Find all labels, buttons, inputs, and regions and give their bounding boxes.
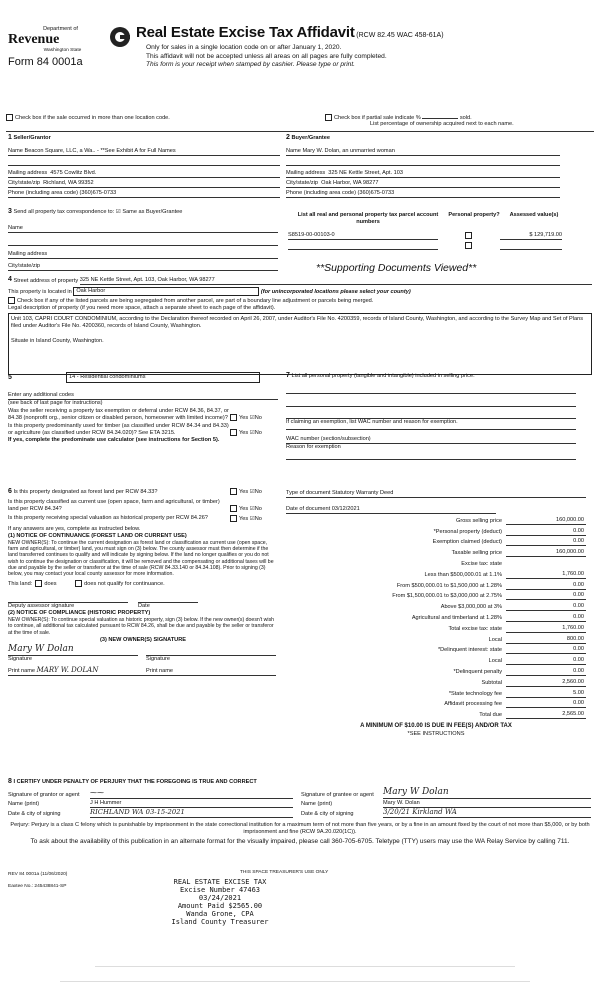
buyer-mailing[interactable]: 325 NE Kettle Street, Apt. 103 xyxy=(328,169,403,176)
checkbox-icon[interactable] xyxy=(75,580,82,587)
buyer-phone[interactable]: (360)675-0733 xyxy=(357,189,395,196)
fee-row xyxy=(286,514,586,525)
eaxtee-number: Eaxtee No.: 245438841-SP xyxy=(8,884,67,889)
grantee-date-city[interactable]: 3/20/21 Kirkland WA xyxy=(383,808,591,818)
use-code-select[interactable]: 14 - Residential condominiums xyxy=(66,372,260,383)
fee-label: Taxable selling price xyxy=(451,550,502,557)
alt-format-note: To ask about the availability of this publication in an alternate format for the visually impaired, please call 360-705-6705. Teletype (TTY) users may use the WA Relay Service by calling 711. xyxy=(30,838,570,846)
checkbox-icon[interactable] xyxy=(230,505,237,512)
fee-value[interactable]: 0.00 xyxy=(506,603,586,611)
parcel-table xyxy=(288,212,593,250)
checkbox-checked-icon[interactable]: ☑ xyxy=(249,429,255,436)
fee-label: Local xyxy=(488,658,502,665)
treasurer-stamp xyxy=(140,878,300,926)
fee-row xyxy=(286,546,586,557)
fee-value[interactable]: 0.00 xyxy=(506,668,586,676)
checkbox-icon[interactable] xyxy=(230,429,237,436)
fee-label: From $500,000.01 to $1,500,000 at 1.28% xyxy=(396,582,502,589)
grantee-name[interactable]: Mary W. Dolan xyxy=(383,800,591,808)
stamp-line: REAL ESTATE EXCISE TAX xyxy=(173,878,267,886)
perjury-note: Perjury: Perjury is a class C felony which is punishable by imprisonment in the state correctional institution for a maximum term of not more than five years, or by a fine in an amount fixed by the court of not more than $5,000, or by both imprisonment and fine (RCW 9A.20.020(1C)). xyxy=(10,821,590,836)
see-instructions: *SEE INSTRUCTIONS xyxy=(407,730,465,737)
fee-row xyxy=(286,708,586,719)
parcel-col-header: List all real and personal property tax parcel account numbers xyxy=(297,212,439,225)
fee-label: Exemption claimed (deduct) xyxy=(432,539,502,546)
fee-row xyxy=(286,665,586,676)
minimum-note: A MINIMUM OF $10.00 IS DUE IN FEE(S) AND/OR TAX xyxy=(360,723,512,730)
fee-row xyxy=(286,676,586,687)
assessed-value[interactable]: $ 129,719.00 xyxy=(500,232,562,240)
rcw-ref: (RCW 82.45 WAC 458-61A) xyxy=(356,32,444,39)
fee-row xyxy=(286,557,586,568)
fee-label: Excise tax: state xyxy=(461,561,502,567)
fee-value[interactable]: 1,760.00 xyxy=(506,625,586,633)
fee-list xyxy=(286,514,586,719)
seller-heading: Seller/Grantor xyxy=(13,135,51,141)
fee-value[interactable]: 0.00 xyxy=(506,528,586,536)
stamp-line: Excise Number 47463 xyxy=(179,886,261,895)
personal-col-header: Personal property? xyxy=(448,212,500,218)
fee-value[interactable]: 0.00 xyxy=(506,592,586,600)
scan-noise xyxy=(60,981,530,982)
fee-label: *State technology fee xyxy=(448,690,502,697)
fee-row xyxy=(286,687,586,698)
wa-logo-icon xyxy=(110,27,130,47)
fee-value[interactable]: 0.00 xyxy=(506,657,586,665)
fee-value[interactable]: 0.00 xyxy=(506,700,586,708)
fee-label: *Personal property (deduct) xyxy=(433,528,502,535)
title-notes xyxy=(146,44,566,70)
seller-city[interactable]: Richland, WA 99352 xyxy=(43,179,94,186)
new-owner-print-name[interactable]: MARY W. DOLAN xyxy=(36,666,99,675)
fee-value[interactable]: 2,565.00 xyxy=(506,711,586,719)
fee-value[interactable]: 0.00 xyxy=(506,646,586,654)
fee-label: From $1,500,000.01 to $3,000,000 at 2.75% xyxy=(392,593,502,600)
grantee-signature[interactable]: Mary W Dolan xyxy=(383,787,591,799)
street-address[interactable]: 325 NE Kettle Street, Apt. 103, Oak Harbor, WA 98277 xyxy=(80,277,592,285)
divider xyxy=(6,131,594,132)
fee-row xyxy=(286,600,586,611)
seller-phone[interactable]: (360)675-0733 xyxy=(79,189,117,196)
stamp-line: 03/24/2021 xyxy=(198,894,242,903)
form-number: Form 84 0001a xyxy=(8,56,83,69)
fee-value[interactable]: 2,560.00 xyxy=(506,679,586,687)
checkbox-icon[interactable] xyxy=(465,242,472,249)
fee-label: Above $3,000,000 at 3% xyxy=(440,604,502,611)
fee-row xyxy=(286,633,586,644)
fee-value[interactable]: 1,760.00 xyxy=(506,571,586,579)
checkbox-icon[interactable] xyxy=(8,297,15,304)
grantor-date-city[interactable]: RICHLAND WA 03-15-2021 xyxy=(90,808,293,817)
fee-row xyxy=(286,568,586,579)
fee-label: Gross selling price xyxy=(455,517,502,524)
checkbox-checked-icon[interactable]: ☑ xyxy=(249,505,255,512)
checkbox-icon[interactable] xyxy=(230,515,237,522)
stamp-line: Amount Paid $2565.00 xyxy=(177,902,263,911)
use-section: 5 14 - Residential condominiums Enter any additional codes (see back of last page for instructions) Was the seller receiving a property tax exemption or deferral under RCW 84.36, 84.37, or 84.38 (nonprofit org., senior citizen or disabled person, homeowner with limited income)? Yes ☑No Is this property predominantly used for timber (as classified under RCW 84.34 and 84.33) or agriculture (as classified under RCW 84.34.020)? See ETA 3215. Yes ☑No If yes, complete the predominate use calculator (see instructions for Section 5). xyxy=(8,372,278,444)
fee-row xyxy=(286,611,586,622)
grantor-name[interactable]: J H Hummer xyxy=(90,800,293,808)
fee-label: Local xyxy=(488,636,502,643)
checkbox-checked-icon[interactable]: ☑ xyxy=(249,488,255,495)
ownership-note: List percentage of ownership acquired next to each name. xyxy=(370,121,514,127)
parcel-number[interactable]: S8519-00-00103-0 xyxy=(288,232,438,240)
seller-name[interactable]: Beacon Square, LLC, a Wa.. - **See Exhibit A for Full Names xyxy=(24,147,176,154)
correspondence-section: 3 Send all property tax correspondence to: ☑ Same as Buyer/Grantee Name Mailing address City/state/zip xyxy=(8,208,278,271)
fee-row xyxy=(286,698,586,709)
revision-label: REV 84 0001a (11/06/2020) xyxy=(8,872,68,877)
fee-row xyxy=(286,654,586,665)
note-line-3: This form is your receipt when stamped by cashier. Please type or print. xyxy=(146,61,356,69)
fee-row xyxy=(286,622,586,633)
certify-section: 8 I CERTIFY UNDER PENALTY OF PERJURY THAT THE FOREGOING IS TRUE AND CORRECT Signature of grantor or agent ⁓⁓ Name (print) J H Hummer Date & city of signing RICHLAND WA 03-15-2021 Signature of grantee or agent Mary W Dolan Name (print) Mary W. Dolan Date & city of signing 3/20/21 Kirkland WA Perjury: Perjury is a class C felony which is punishable by imprisonment in the state correctional institution for a maximum term of not more than five years, or by a fine in an amount fixed by the court of not more than $5,000, or by both imprisonment and fine (RCW 9A.20.020(1C)). To ask about the availability of this publication in an alternate format for the visually impaired, please call 360-705-6705. Teletype (TTY) users may use the WA Relay Service by calling 711. xyxy=(8,778,592,846)
note-line-2: This affidavit will not be accepted unless all areas on all pages are fully completed. xyxy=(146,52,387,60)
fee-label: Less than $500,000.01 at 1.1% xyxy=(424,571,502,578)
legal-description: Unit 103, CAPRI COURT CONDOMINIUM, according to the Declaration thereof recorded on April 26, 2007, under Auditor's File No. 4200359, records of Island County, Washington, and according to the Survey Map and Set of Plans filed under Auditor's File No. 4200360, records of Island County, Washington. xyxy=(11,315,584,329)
seller-mailing[interactable]: 4575 Cowlitz Blvd. xyxy=(50,169,97,176)
title-block xyxy=(136,24,596,43)
fee-label: *Delinquent interest: state xyxy=(437,647,502,654)
checkbox-checked-icon[interactable]: ☑ xyxy=(249,515,255,522)
checkbox-checked-icon[interactable]: ☑ xyxy=(249,414,255,421)
forest-land-section: 6 Is this property designated as forest land per RCW 84.33? Yes ☑No Is this property classified as current use (open space, farm and agricultural, or timber) land per RCW 84.34? Yes ☑No Is this property receiving special valuation as historical property per RCW 84.26? Yes ☑No If any answers are yes, complete as instructed below. (1) NOTICE OF CONTINUANCE (FOREST LAND OR CURRENT USE) NEW OWNER(S): To continue the current designation as forest land or classification as current use (open space, farm and agricultural, or timber) land, you must sign on (3) below. The county assessor must then determine if the land transferred continues to qualify and will indicate by signing below. If the land no longer qualifies or you do not wish to continue the designation or classification, it will be removed and the compensating or additional taxes will be due and payable by the seller or transferor at the time of sale (RCW 84.33.140 or 84.34.108). Prior to signing (3) below, you may contact your local county assessor for more information. This land: does does not qualify for continuance. Deputy assessor signature Date (2) NOTICE OF COMPLIANCE (HISTORIC PROPERTY) NEW OWNER(S): To continue special valuation as historic property, sign (3) below. If the new owner(s) doesn't wish to continue, all additional tax calculated pursuant to RCW 84.26, shall be due and payable by the seller or transferor at the time of sale. (3) NEW OWNER(S) SIGNATURE Mary W Dolan Signature Signature Print name MARY W. DOLAN Print name xyxy=(8,488,275,675)
fee-value[interactable]: 160,000.00 xyxy=(506,517,586,525)
document-type[interactable]: Statutory Warranty Deed xyxy=(332,490,394,497)
fee-label: *Delinquent penalty xyxy=(453,668,502,675)
situate-text: Situate in Island County, Washington. xyxy=(11,337,104,344)
assessed-col-header: Assessed value(s) xyxy=(509,212,559,218)
fee-label: Affidavit processing fee xyxy=(444,701,502,708)
new-owner-signature[interactable]: Mary W Dolan xyxy=(8,644,138,656)
fee-row xyxy=(286,579,586,590)
fee-value[interactable]: 5.00 xyxy=(506,690,586,698)
fees-section: Type of document Statutory Warranty Deed Date of document 03/12/2021 Gross selling price 160,000.00 *Personal property (deduct) 0.00 Exemption claimed (deduct) 0.00 Taxable selling price 160,000.00 Excise tax: state Less than $500,000.01 at 1.1% 1,760.00 From $500,000.01 to $1,500,000 at 1.28% 0.00 From $1,500,000.01 to $3,000,000 at 2.75% 0.00 Above $3,000,000 at 3% 0.00 Agricultural and timberland at 1.28% 0.00 Total excise tax: state 1,760.00 Local 800.00 *Delinquent interest: state 0.00 Local 0.00 *Delinquent penalty 0.00 Subtotal 2,560.00 *State technology fee 5.00 Affidavit processing fee 0.00 Total due 2,565.00 A MINIMUM OF $10.00 IS DUE IN FEE(S) AND/OR TAX *SEE INSTRUCTIONS xyxy=(286,488,586,738)
multi-location-check[interactable]: Check box if the sale occurred in more than one location code. xyxy=(6,114,170,122)
fee-row xyxy=(286,536,586,547)
form-title: Real Estate Excise Tax Affidavit xyxy=(136,24,355,41)
fee-row xyxy=(286,525,586,536)
dor-logo-block xyxy=(8,26,103,70)
fee-row xyxy=(286,590,586,601)
stamp-line: Wanda Grone, CPA xyxy=(186,910,254,919)
legal-description-box[interactable] xyxy=(8,313,592,375)
checkbox-icon[interactable] xyxy=(35,580,42,587)
document-date[interactable]: 03/12/2021 xyxy=(331,506,360,513)
property-section: 4 Street address of property 325 NE Kettle Street, Apt. 103, Oak Harbor, WA 98277 This property is located in Oak Harbor (for unincorporated locations please select your county) Check box if any of the listed parcels are being segregated from another parcel, are part of a boundary line adjustment or parcels being merged. Legal description of property (if you need more space, attach a separate sheet to each page of the affidavit). Unit 103, CAPRI COURT CONDOMINIUM, according to the Declaration thereof recorded on April 26, 2007, under Auditor's File No. 4200359, records of Island County, Washington, and according to the Survey Map and Set of Plans filed under Auditor's File No. 4200360, records of Island County, Washington. Situate in Island County, Washington. xyxy=(8,276,592,375)
buyer-heading: Buyer/Grantee xyxy=(291,135,331,141)
fee-value[interactable]: 800.00 xyxy=(506,636,586,644)
fee-label: Total excise tax: state xyxy=(448,625,502,632)
supporting-docs-stamp: **Supporting Documents Viewed** xyxy=(316,262,477,274)
dept-label: Department of xyxy=(43,26,78,32)
buyer-city[interactable]: Oak Harbor, WA 98277 xyxy=(321,179,379,186)
fee-label: Agricultural and timberland at 1.28% xyxy=(411,614,502,621)
partial-sale-check[interactable]: Check box if partial sale indicate % sold. xyxy=(325,114,472,122)
fee-label: Subtotal xyxy=(481,679,502,686)
checkbox-icon[interactable] xyxy=(325,114,332,121)
state-label: Washington State xyxy=(43,48,82,54)
checkbox-icon[interactable] xyxy=(230,488,237,495)
scan-noise xyxy=(95,966,515,967)
fee-label: Total due xyxy=(479,712,502,719)
fee-row xyxy=(286,644,586,655)
stamp-line: Island County Treasurer xyxy=(171,918,269,927)
treasurer-only-label: THIS SPACE TREASURER'S USE ONLY xyxy=(240,870,329,875)
revenue-wordmark: Revenue xyxy=(8,31,60,47)
fee-value[interactable]: 0.00 xyxy=(506,614,586,622)
checkbox-icon[interactable] xyxy=(230,414,237,421)
buyer-section: 2 Buyer/Grantee Name Mary W. Dolan, an unmarried woman Mailing address 325 NE Kettle Street, Apt. 103 City/state/zip Oak Harbor, WA 98277 Phone (including area code) (360)675-0733 xyxy=(286,134,560,198)
grantor-signature[interactable]: ⁓⁓ xyxy=(90,789,293,799)
location-select[interactable]: Oak Harbor xyxy=(73,287,259,296)
note-line-1: Only for sales in a single location code on or after January 1, 2020. xyxy=(146,44,342,51)
certify-heading: I CERTIFY UNDER PENALTY OF PERJURY THAT THE FOREGOING IS TRUE AND CORRECT xyxy=(13,779,257,785)
seller-section: 1 Seller/Grantor Name Beacon Square, LLC, a Wa.. - **See Exhibit A for Full Names Mailing address 4575 Cowlitz Blvd. City/state/zip Richland, WA 99352 Phone (including area code) (360)675-0733 xyxy=(8,134,280,198)
fee-value[interactable]: 0.00 xyxy=(506,582,586,590)
checkbox-icon[interactable] xyxy=(6,114,13,121)
buyer-name[interactable]: Mary W. Dolan, an unmarried woman xyxy=(302,147,395,154)
personal-property-section: 7 List all personal property (tangible and intangible) included in selling price. If claiming an exemption, list WAC number and reason for exemption. WAC number (section/subsection) Reason for exemption xyxy=(286,372,586,460)
fee-value[interactable]: 160,000.00 xyxy=(506,549,586,557)
checkbox-icon[interactable] xyxy=(465,232,472,239)
fee-value[interactable]: 0.00 xyxy=(506,538,586,546)
